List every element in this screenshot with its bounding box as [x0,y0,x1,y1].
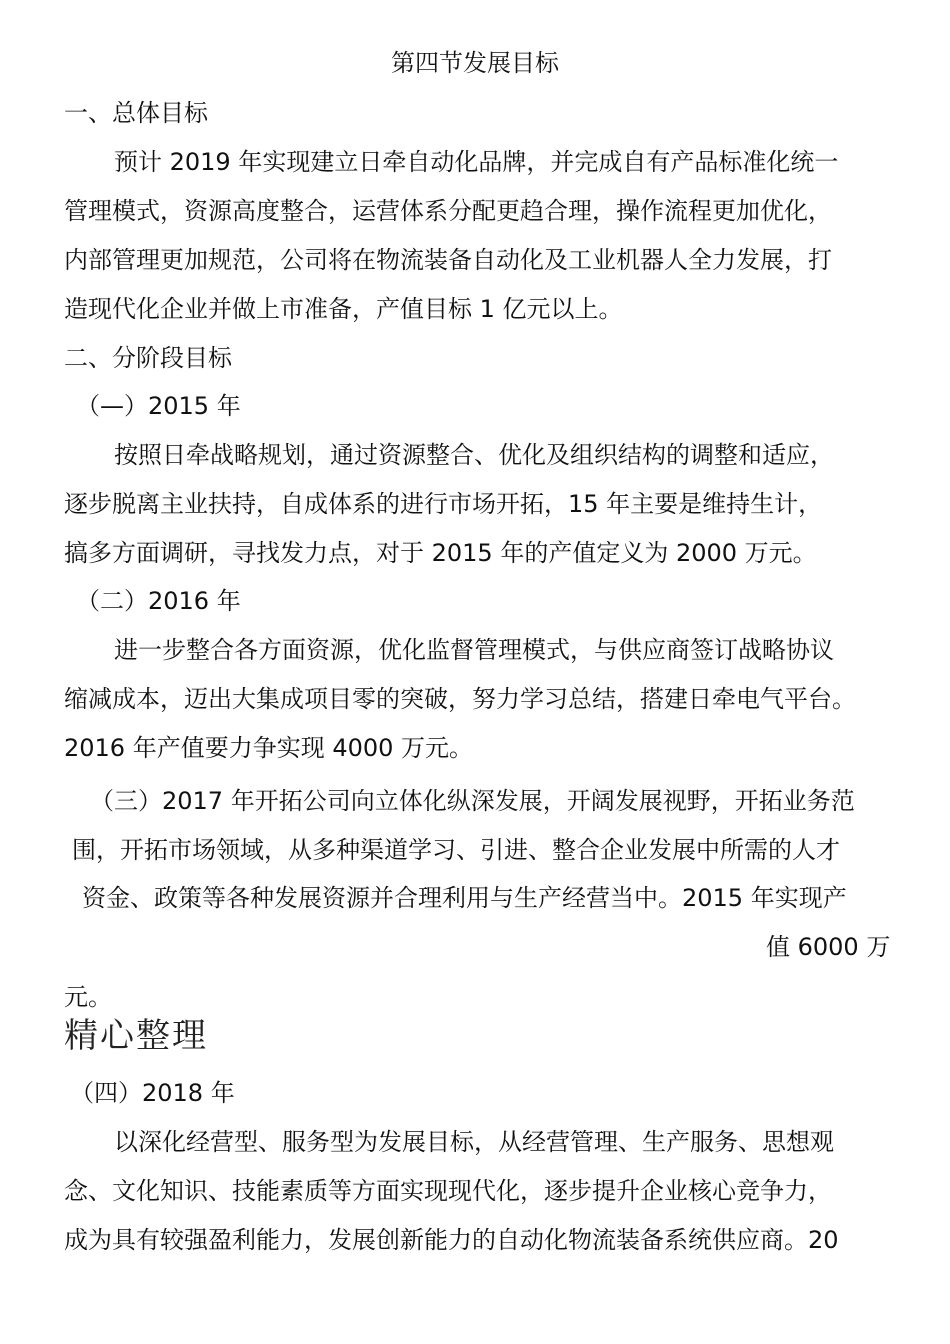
paragraph-line: 缩减成本，迈出大集成项目零的突破，努力学习总结，搭建日牵电气平台。 [64,685,856,713]
stage-heading-2015: （—）2015 年 [76,392,241,420]
section-heading-overall: 一、总体目标 [64,99,208,127]
paragraph-line: 围，开拓市场领域，从多种渠道学习、引进、整合企业发展中所需的人才 [72,836,840,864]
paragraph-line: 进一步整合各方面资源，优化监督管理模式，与供应商签订战略协议 [114,636,834,664]
paragraph-line: 元。 [64,983,112,1011]
paragraph-line: 按照日牵战略规划，通过资源整合、优化及组织结构的调整和适应， [114,441,834,469]
stage-heading-2018: （四）2018 年 [70,1079,235,1107]
paragraph-line: 2016 年产值要力争实现 4000 万元。 [64,734,474,762]
paragraph-line: 逐步脱离主业扶持，自成体系的进行市场开拓，15 年主要是维持生计， [64,490,823,518]
paragraph-line: 以深化经营型、服务型为发展目标，从经营管理、生产服务、思想观 [114,1128,834,1156]
paragraph-line: 造现代化企业并做上市准备，产值目标 1 亿元以上。 [64,295,623,323]
paragraph-line: 值 6000 万 [766,933,891,961]
section-heading-stages: 二、分阶段目标 [64,344,232,372]
paragraph-line: 内部管理更加规范，公司将在物流装备自动化及工业机器人全力发展，打 [64,246,832,274]
stage-heading-2016: （二）2016 年 [76,587,241,615]
paragraph-line: （三）2017 年开拓公司向立体化纵深发展，开阔发展视野，开拓业务范 [90,787,855,815]
paragraph-line: 管理模式，资源高度整合，运营体系分配更趋合理，操作流程更加优化， [64,197,832,225]
page-title: 第四节发展目标 [391,49,559,77]
paragraph-line: 资金、政策等各种发展资源并合理利用与生产经营当中。2015 年实现产 [82,884,847,912]
paragraph-line: 成为具有较强盈利能力，发展创新能力的自动化物流装备系统供应商。20 [64,1226,839,1254]
paragraph-line: 念、文化知识、技能素质等方面实现现代化，逐步提升企业核心竞争力， [64,1177,832,1205]
watermark-text: 精心整理 [64,1016,208,1056]
paragraph-line: 搞多方面调研，寻找发力点，对于 2015 年的产值定义为 2000 万元。 [64,539,817,567]
paragraph-line: 预计 2019 年实现建立日牵自动化品牌，并完成自有产品标准化统一 [114,148,839,176]
